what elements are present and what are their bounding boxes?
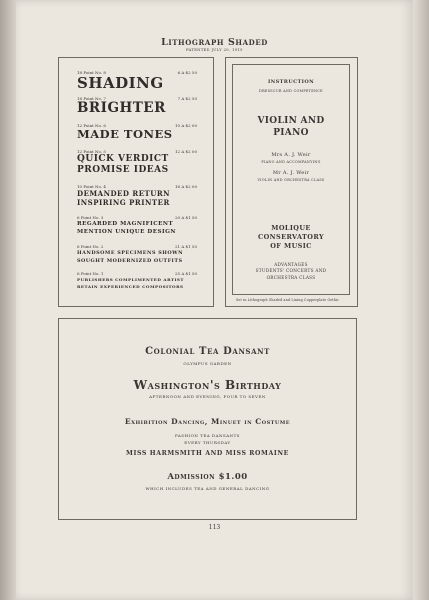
- teacher-1-role: PIANO AND ACCOMPANYING: [261, 160, 321, 164]
- instruction-heading: INSTRUCTION: [267, 79, 315, 85]
- teacher-2: Mr A. J. Weir: [272, 170, 310, 176]
- specimen-price: 7 A $2 50: [177, 96, 197, 101]
- specimen-price: 12 A $2 00: [175, 149, 197, 154]
- announcement-line-7: EVERY THURSDAY: [184, 440, 231, 445]
- specimen-size: 18 Point No. 8: [77, 70, 106, 75]
- specimen-size: 12 Point No. 5: [77, 149, 106, 154]
- patent-note: PATENTED JULY 20, 1915: [186, 48, 243, 52]
- instruction-title-1: VIOLIN AND: [257, 116, 325, 126]
- specimen-price: 21 A $1 50: [175, 244, 197, 249]
- announcement-line-3: Washington's Birthday: [133, 378, 282, 392]
- specimen-4: [77, 149, 197, 175]
- specimen-price: 6 A $2 50: [177, 70, 197, 75]
- specimen-line: DEMANDED RETURN: [77, 189, 171, 198]
- specimen-line: RETAIN EXPERIENCED COMPOSITORS: [77, 284, 184, 289]
- page-title: Lithograph Shaded: [161, 37, 268, 48]
- advantages-2: STUDENTS' CONCERTS AND: [255, 268, 327, 273]
- advantages-3: ORCHESTRA CLASS: [266, 275, 316, 280]
- set-in-caption: Set in Lithograph Shaded and Lining Copperplate Gothic: [236, 298, 340, 302]
- specimen-size: 18 Point No. 7: [77, 96, 106, 101]
- specimen-line: QUICK VERDICT: [77, 154, 169, 164]
- specimen-size: 6 Point No. 2: [77, 244, 104, 249]
- specimen-panel: [58, 57, 214, 307]
- school-name-2: CONSERVATORY: [258, 233, 324, 241]
- specimen-2: [77, 96, 197, 116]
- specimen-line: PROMISE IDEAS: [77, 164, 169, 175]
- specimen-6: [77, 215, 197, 236]
- announcement-line-5: Exhibition Dancing, Minuet in Costume: [124, 417, 291, 426]
- announcement-line-1: Colonial Tea Dansant: [145, 346, 270, 357]
- specimen-7: [77, 244, 197, 265]
- specimen-size: 6 Point No. 3: [77, 215, 104, 220]
- advantages-1: ADVANTAGES: [274, 262, 308, 267]
- specimen-line: HANDSOME SPECIMENS SHOWN: [77, 250, 184, 256]
- announcement-line-10: WHICH INCLUDES TEA AND GENERAL DANCING: [145, 486, 270, 491]
- specimen-price: 20 A $1 50: [175, 215, 197, 220]
- school-name-3: OF MUSIC: [270, 242, 312, 250]
- specimen-size: 12 Point No. 6: [77, 123, 106, 128]
- specimen-price: 25 A $1 50: [175, 271, 197, 276]
- specimen-line: BRIGHTER: [77, 100, 166, 116]
- specimen-line: INSPIRING PRINTER: [77, 198, 170, 207]
- specimen-3: [77, 123, 197, 141]
- page-edge: [413, 0, 429, 600]
- specimen-line: MADE TONES: [77, 127, 173, 141]
- announcement-line-4: AFTERNOON AND EVENING, FOUR TO SEVEN: [149, 394, 266, 399]
- specimen-size: 6 Point No. 1: [77, 271, 104, 276]
- announcement-line-2: OLYMPUS GARDEN: [183, 361, 232, 366]
- specimen-line: SOUGHT MODERNIZED OUTFITS: [77, 258, 183, 264]
- specimen-line: MENTION UNIQUE DESIGN: [77, 229, 177, 235]
- specimen-line: SHADING: [77, 74, 164, 92]
- specimen-size: 10 Point No. 4: [77, 184, 106, 189]
- announcement-line-6: FASHION TEA DANSANTS: [174, 433, 241, 438]
- announcement-line-9: Admission $1.00: [167, 472, 248, 482]
- specimen-line: REGARDED MAGNIFICENT: [77, 221, 174, 227]
- instruction-subheading: DRESSCUR AND COMPETENCE: [259, 89, 323, 93]
- specimen-price: 16 A $2 00: [175, 184, 197, 189]
- specimen-5: [77, 184, 197, 207]
- specimen-1: [77, 70, 197, 91]
- specimen-line: PUBLISHERS COMPLIMENTED ARTIST: [77, 277, 184, 282]
- announcement-line-8: MISS HARMSMITH AND MISS ROMAINE: [126, 450, 289, 457]
- specimen-8: [77, 271, 197, 290]
- teacher-1: Mrs A. J. Weir: [271, 152, 311, 158]
- teacher-2-role: VIOLIN AND ORCHESTRA CLASS: [257, 178, 325, 182]
- binding-edge: [0, 0, 16, 600]
- school-name-1: MOLIQUE: [271, 224, 311, 232]
- page-number: 113: [208, 524, 221, 531]
- specimen-price: 10 A $2 00: [175, 123, 197, 128]
- instruction-title-2: PIANO: [273, 128, 309, 138]
